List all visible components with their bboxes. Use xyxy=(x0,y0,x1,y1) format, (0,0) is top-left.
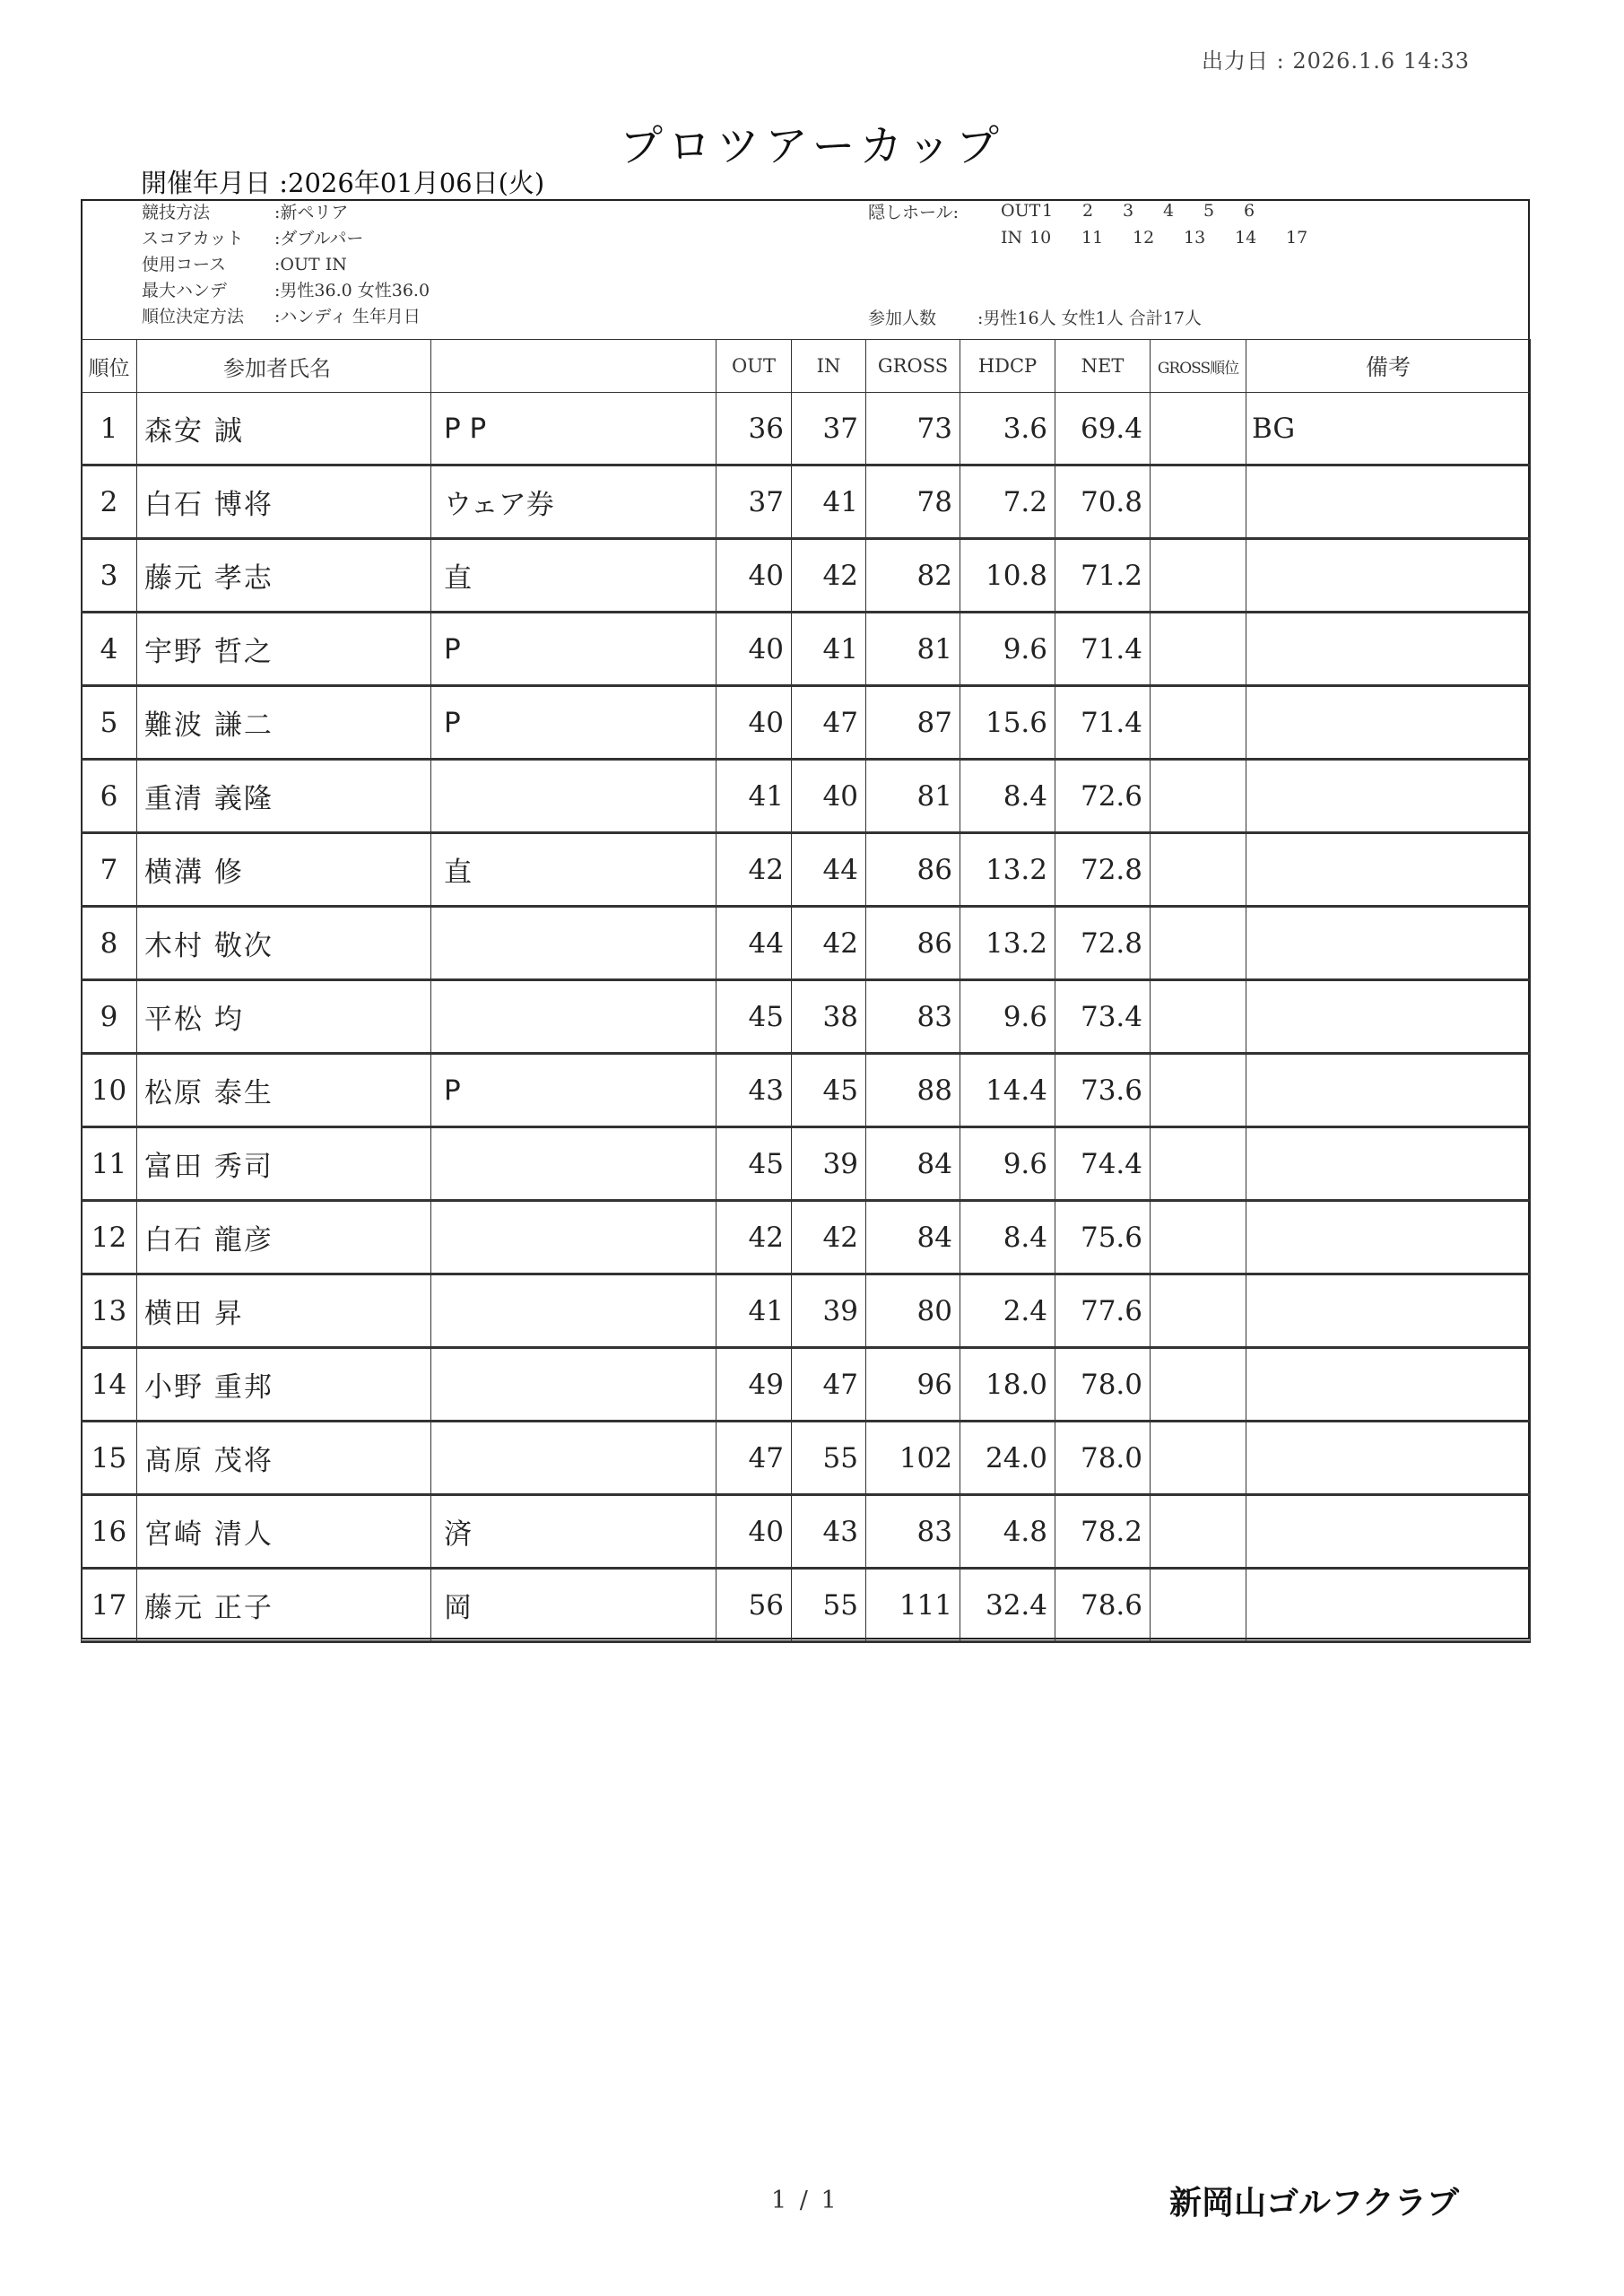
gross-score: 81 xyxy=(866,760,960,833)
out-score: 49 xyxy=(716,1348,792,1422)
gross-rank xyxy=(1151,980,1246,1054)
header-out: OUT xyxy=(716,340,792,393)
rank-cell: 5 xyxy=(82,686,137,760)
info-ranking-method: 順位決定方法 :ハンディ 生年月日 xyxy=(142,307,421,326)
player-name: 白石 龍彦 xyxy=(137,1201,431,1274)
table-row xyxy=(82,1274,1531,1348)
header-gross: GROSS xyxy=(866,340,960,393)
player-name: 難波 謙二 xyxy=(137,686,431,760)
out-score: 40 xyxy=(716,686,792,760)
table-row xyxy=(82,539,1531,613)
handicap: 15.6 xyxy=(960,686,1055,760)
player-name: 富田 秀司 xyxy=(137,1127,431,1201)
gross-score: 86 xyxy=(866,907,960,980)
gross-rank xyxy=(1151,760,1246,833)
handwritten-mark xyxy=(431,1348,716,1422)
handicap: 9.6 xyxy=(960,980,1055,1054)
gross-score: 87 xyxy=(866,686,960,760)
header-gross-rank: GROSS順位 xyxy=(1151,340,1246,393)
gross-score: 102 xyxy=(866,1422,960,1495)
gross-rank xyxy=(1151,1054,1246,1127)
handwritten-mark: ウェア券 xyxy=(431,465,716,539)
in-score: 42 xyxy=(792,1201,866,1274)
net-score: 72.6 xyxy=(1055,760,1151,833)
out-score: 42 xyxy=(716,833,792,907)
net-score: 71.4 xyxy=(1055,613,1151,686)
remarks xyxy=(1246,1054,1531,1127)
out-score: 36 xyxy=(716,393,792,465)
net-score: 73.4 xyxy=(1055,980,1151,1054)
rank-cell: 17 xyxy=(82,1569,137,1642)
handwritten-mark xyxy=(431,1201,716,1274)
in-score: 42 xyxy=(792,539,866,613)
participants-count-label: 参加人数 xyxy=(868,309,937,328)
table-row xyxy=(82,980,1531,1054)
out-score: 45 xyxy=(716,1127,792,1201)
remarks xyxy=(1246,980,1531,1054)
table-row xyxy=(82,1422,1531,1495)
rank-cell: 13 xyxy=(82,1274,137,1348)
net-score: 69.4 xyxy=(1055,393,1151,465)
handwritten-mark: P xyxy=(431,1054,716,1127)
handwritten-mark xyxy=(431,980,716,1054)
in-score: 39 xyxy=(792,1127,866,1201)
gross-rank xyxy=(1151,907,1246,980)
results-body xyxy=(82,393,1531,1642)
gross-score: 96 xyxy=(866,1348,960,1422)
rank-cell: 10 xyxy=(82,1054,137,1127)
header-name: 参加者氏名 xyxy=(137,340,431,393)
player-name: 髙原 茂将 xyxy=(137,1422,431,1495)
gross-score: 83 xyxy=(866,1495,960,1569)
in-score: 43 xyxy=(792,1495,866,1569)
handicap: 13.2 xyxy=(960,907,1055,980)
in-score: 39 xyxy=(792,1274,866,1348)
remarks xyxy=(1246,760,1531,833)
player-name: 木村 敬次 xyxy=(137,907,431,980)
rank-cell: 14 xyxy=(82,1348,137,1422)
rank-cell: 7 xyxy=(82,833,137,907)
table-row xyxy=(82,1201,1531,1274)
in-score: 37 xyxy=(792,393,866,465)
output-date-label: 出力日 xyxy=(1201,48,1269,74)
rank-cell: 11 xyxy=(82,1127,137,1201)
player-name: 横田 昇 xyxy=(137,1274,431,1348)
header-mark xyxy=(431,340,716,393)
out-score: 42 xyxy=(716,1201,792,1274)
in-score: 40 xyxy=(792,760,866,833)
handwritten-mark: P P xyxy=(431,393,716,465)
results-table xyxy=(81,339,1531,1643)
gross-rank xyxy=(1151,833,1246,907)
out-score: 40 xyxy=(716,613,792,686)
table-row xyxy=(82,760,1531,833)
rank-cell: 16 xyxy=(82,1495,137,1569)
document-title: プロツアーカップ xyxy=(619,121,1005,171)
in-score: 38 xyxy=(792,980,866,1054)
out-score: 45 xyxy=(716,980,792,1054)
in-score: 47 xyxy=(792,686,866,760)
club-name: 新岡山ゴルフクラブ xyxy=(1169,2185,1459,2222)
table-row xyxy=(82,393,1531,465)
remarks xyxy=(1246,465,1531,539)
gross-score: 83 xyxy=(866,980,960,1054)
gross-rank xyxy=(1151,613,1246,686)
table-row xyxy=(82,1348,1531,1422)
gross-score: 82 xyxy=(866,539,960,613)
remarks xyxy=(1246,907,1531,980)
out-score: 44 xyxy=(716,907,792,980)
gross-score: 81 xyxy=(866,613,960,686)
remarks xyxy=(1246,686,1531,760)
handwritten-mark: P xyxy=(431,613,716,686)
gross-score: 80 xyxy=(866,1274,960,1348)
info-score-cut: スコアカット :ダブルパー xyxy=(142,229,364,248)
player-name: 藤元 孝志 xyxy=(137,539,431,613)
player-name: 宮崎 清人 xyxy=(137,1495,431,1569)
gross-rank xyxy=(1151,1569,1246,1642)
in-score: 41 xyxy=(792,613,866,686)
handwritten-mark: 直 xyxy=(431,539,716,613)
handwritten-mark: 直 xyxy=(431,833,716,907)
gross-score: 78 xyxy=(866,465,960,539)
player-name: 藤元 正子 xyxy=(137,1569,431,1642)
gross-rank xyxy=(1151,393,1246,465)
out-score: 47 xyxy=(716,1422,792,1495)
handwritten-mark xyxy=(431,1422,716,1495)
table-row xyxy=(82,1127,1531,1201)
gross-score: 84 xyxy=(866,1201,960,1274)
in-score: 47 xyxy=(792,1348,866,1422)
handicap: 8.4 xyxy=(960,1201,1055,1274)
gross-score: 86 xyxy=(866,833,960,907)
table-row xyxy=(82,1054,1531,1127)
in-score: 42 xyxy=(792,907,866,980)
hidden-holes-label: 隠しホール: xyxy=(868,203,960,222)
handicap: 14.4 xyxy=(960,1054,1055,1127)
handicap: 9.6 xyxy=(960,1127,1055,1201)
remarks xyxy=(1246,833,1531,907)
header-hdcp: HDCP xyxy=(960,340,1055,393)
net-score: 78.0 xyxy=(1055,1422,1151,1495)
handicap: 18.0 xyxy=(960,1348,1055,1422)
output-date-value: 2026.1.6 14:33 xyxy=(1292,48,1470,74)
remarks xyxy=(1246,1348,1531,1422)
table-header-row xyxy=(82,340,1531,393)
remarks xyxy=(1246,1422,1531,1495)
rank-cell: 8 xyxy=(82,907,137,980)
out-score: 41 xyxy=(716,1274,792,1348)
gross-rank xyxy=(1151,539,1246,613)
handicap: 24.0 xyxy=(960,1422,1055,1495)
net-score: 73.6 xyxy=(1055,1054,1151,1127)
remarks xyxy=(1246,1201,1531,1274)
net-score: 71.2 xyxy=(1055,539,1151,613)
remarks xyxy=(1246,1495,1531,1569)
table-row xyxy=(82,686,1531,760)
gross-score: 111 xyxy=(866,1569,960,1642)
out-score: 40 xyxy=(716,1495,792,1569)
gross-rank xyxy=(1151,1495,1246,1569)
info-course: 使用コース :OUT IN xyxy=(142,255,347,274)
handwritten-mark xyxy=(431,760,716,833)
handicap: 10.8 xyxy=(960,539,1055,613)
net-score: 75.6 xyxy=(1055,1201,1151,1274)
net-score: 78.0 xyxy=(1055,1348,1151,1422)
rank-cell: 12 xyxy=(82,1201,137,1274)
player-name: 小野 重邦 xyxy=(137,1348,431,1422)
remarks xyxy=(1246,539,1531,613)
gross-rank xyxy=(1151,1127,1246,1201)
out-score: 56 xyxy=(716,1569,792,1642)
out-score: 43 xyxy=(716,1054,792,1127)
handicap: 7.2 xyxy=(960,465,1055,539)
out-score: 37 xyxy=(716,465,792,539)
rank-cell: 15 xyxy=(82,1422,137,1495)
gross-rank xyxy=(1151,1422,1246,1495)
gross-rank xyxy=(1151,1274,1246,1348)
header-in: IN xyxy=(792,340,866,393)
page-number: 1 / 1 xyxy=(771,2187,839,2214)
hidden-holes-out: OUT1 2 3 4 5 6 xyxy=(1001,201,1255,221)
handicap: 2.4 xyxy=(960,1274,1055,1348)
net-score: 78.6 xyxy=(1055,1569,1151,1642)
player-name: 森安 誠 xyxy=(137,393,431,465)
remarks xyxy=(1246,1569,1531,1642)
net-score: 70.8 xyxy=(1055,465,1151,539)
handicap: 32.4 xyxy=(960,1569,1055,1642)
held-date-value: 2026年01月06日(火) xyxy=(288,168,545,198)
gross-score: 73 xyxy=(866,393,960,465)
hidden-holes-in: IN 10 11 12 13 14 17 xyxy=(1001,228,1308,248)
player-name: 白石 博将 xyxy=(137,465,431,539)
net-score: 77.6 xyxy=(1055,1274,1151,1348)
out-score: 40 xyxy=(716,539,792,613)
remarks xyxy=(1246,1127,1531,1201)
held-date: 開催年月日 :2026年01月06日(火) xyxy=(141,168,545,198)
header-rank: 順位 xyxy=(82,340,137,393)
net-score: 78.2 xyxy=(1055,1495,1151,1569)
header-remarks: 備考 xyxy=(1246,340,1531,393)
table-row xyxy=(82,465,1531,539)
info-max-handicap: 最大ハンデ :男性36.0 女性36.0 xyxy=(142,281,430,300)
in-score: 45 xyxy=(792,1054,866,1127)
net-score: 74.4 xyxy=(1055,1127,1151,1201)
table-row xyxy=(82,833,1531,907)
handicap: 9.6 xyxy=(960,613,1055,686)
in-score: 44 xyxy=(792,833,866,907)
player-name: 宇野 哲之 xyxy=(137,613,431,686)
player-name: 重清 義隆 xyxy=(137,760,431,833)
handwritten-mark xyxy=(431,907,716,980)
net-score: 72.8 xyxy=(1055,833,1151,907)
gross-score: 88 xyxy=(866,1054,960,1127)
rank-cell: 9 xyxy=(82,980,137,1054)
header-net: NET xyxy=(1055,340,1151,393)
rank-cell: 3 xyxy=(82,539,137,613)
rank-cell: 1 xyxy=(82,393,137,465)
held-date-label: 開催年月日 xyxy=(141,168,272,198)
handicap: 13.2 xyxy=(960,833,1055,907)
handicap: 8.4 xyxy=(960,760,1055,833)
rank-cell: 4 xyxy=(82,613,137,686)
participants-count-value: :男性16人 女性1人 合計17人 xyxy=(977,309,1202,328)
remarks xyxy=(1246,1274,1531,1348)
net-score: 72.8 xyxy=(1055,907,1151,980)
gross-rank xyxy=(1151,1201,1246,1274)
in-score: 55 xyxy=(792,1422,866,1495)
gross-rank xyxy=(1151,1348,1246,1422)
table-row xyxy=(82,1495,1531,1569)
in-score: 41 xyxy=(792,465,866,539)
rank-cell: 6 xyxy=(82,760,137,833)
table-row xyxy=(82,1569,1531,1642)
net-score: 71.4 xyxy=(1055,686,1151,760)
rank-cell: 2 xyxy=(82,465,137,539)
gross-rank xyxy=(1151,686,1246,760)
handwritten-mark xyxy=(431,1127,716,1201)
handwritten-mark: P xyxy=(431,686,716,760)
player-name: 横溝 修 xyxy=(137,833,431,907)
handwritten-mark xyxy=(431,1274,716,1348)
gross-score: 84 xyxy=(866,1127,960,1201)
output-date: 出力日 : 2026.1.6 14:33 xyxy=(1201,48,1470,74)
info-competition-method: 競技方法 :新ペリア xyxy=(142,203,349,222)
remarks xyxy=(1246,613,1531,686)
table-row xyxy=(82,907,1531,980)
handwritten-mark: 岡 xyxy=(431,1569,716,1642)
in-score: 55 xyxy=(792,1569,866,1642)
handicap: 3.6 xyxy=(960,393,1055,465)
player-name: 平松 均 xyxy=(137,980,431,1054)
gross-rank xyxy=(1151,465,1246,539)
handicap: 4.8 xyxy=(960,1495,1055,1569)
table-row xyxy=(82,613,1531,686)
player-name: 松原 泰生 xyxy=(137,1054,431,1127)
remarks: BG xyxy=(1246,393,1531,465)
out-score: 41 xyxy=(716,760,792,833)
handwritten-mark: 済 xyxy=(431,1495,716,1569)
